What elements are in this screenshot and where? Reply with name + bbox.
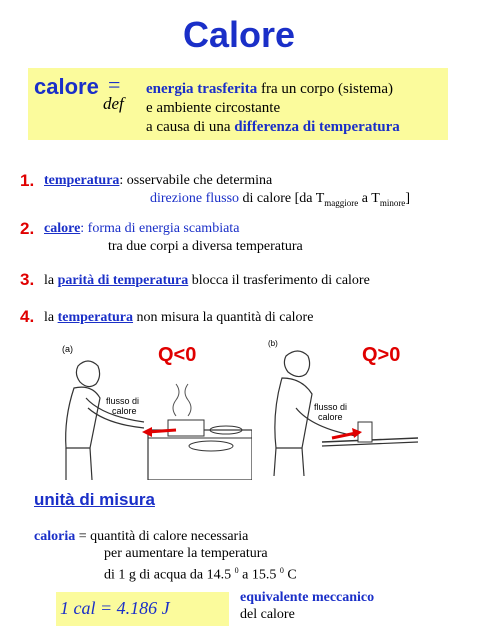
item-1-term: temperatura xyxy=(44,173,120,188)
item-2-term: calore xyxy=(44,221,81,236)
definition-def-subscript: def xyxy=(103,94,124,113)
item-4-line: la temperatura non misura la quantità di calore xyxy=(44,310,314,325)
definition-difference: differenza di temperatura xyxy=(234,119,400,135)
item-1-line2: direzione flusso di calore [da $T_{maggiore}$ a $T_{minore}$] xyxy=(150,191,410,208)
item-1-line1: temperatura: osservabile che determina xyxy=(44,173,273,188)
definition-energy: energia trasferita xyxy=(146,81,258,97)
right-flow-caption-1: flusso di xyxy=(314,402,348,412)
item-1-number: 1. xyxy=(20,171,35,190)
left-flow-caption-2: calore xyxy=(112,406,137,416)
item-4-number: 4. xyxy=(20,307,35,326)
figure-b-tag: (b) xyxy=(268,339,278,348)
definition-term: calore xyxy=(34,74,99,99)
left-flow-caption-1: flusso di xyxy=(106,396,140,406)
q-negative-label: Q<0 xyxy=(158,344,197,366)
item-3-term: parità di temperatura xyxy=(57,273,189,288)
item-3-line: la parità di temperatura blocca il trasferimento di calore xyxy=(44,273,370,288)
figure-a-tag: (a) xyxy=(62,344,73,354)
definition-equals: = xyxy=(108,72,121,97)
definition-text: energia trasferita fra un corpo (sistema) e ambiente circostante a causa di una differenza di temperatura xyxy=(146,81,400,135)
item-4-term: temperatura xyxy=(57,310,134,325)
item-2-line2: tra due corpi a diversa temperatura xyxy=(108,239,303,254)
right-flow-caption-2: calore xyxy=(318,412,343,422)
item-2-number: 2. xyxy=(20,219,35,238)
mechanical-equivalent-note: equivalente meccanico del calore xyxy=(240,590,375,622)
caloria-definition: caloria = quantità di calore necessaria per aumentare la temperatura di 1 g di acqua da 14.5 $^0$ a 15.5 $^0$ C xyxy=(34,529,297,583)
item-2-line1: calore: forma di energia scambiata xyxy=(44,221,240,236)
item-3-number: 3. xyxy=(20,270,35,289)
units-heading: unità di misura xyxy=(34,490,155,509)
q-positive-label: Q>0 xyxy=(362,344,401,366)
equation-text: 1 cal = 4.186 J xyxy=(60,598,170,618)
page-title: Calore xyxy=(182,14,296,55)
caloria-term: caloria xyxy=(34,529,76,544)
stove-illustration xyxy=(56,338,252,480)
